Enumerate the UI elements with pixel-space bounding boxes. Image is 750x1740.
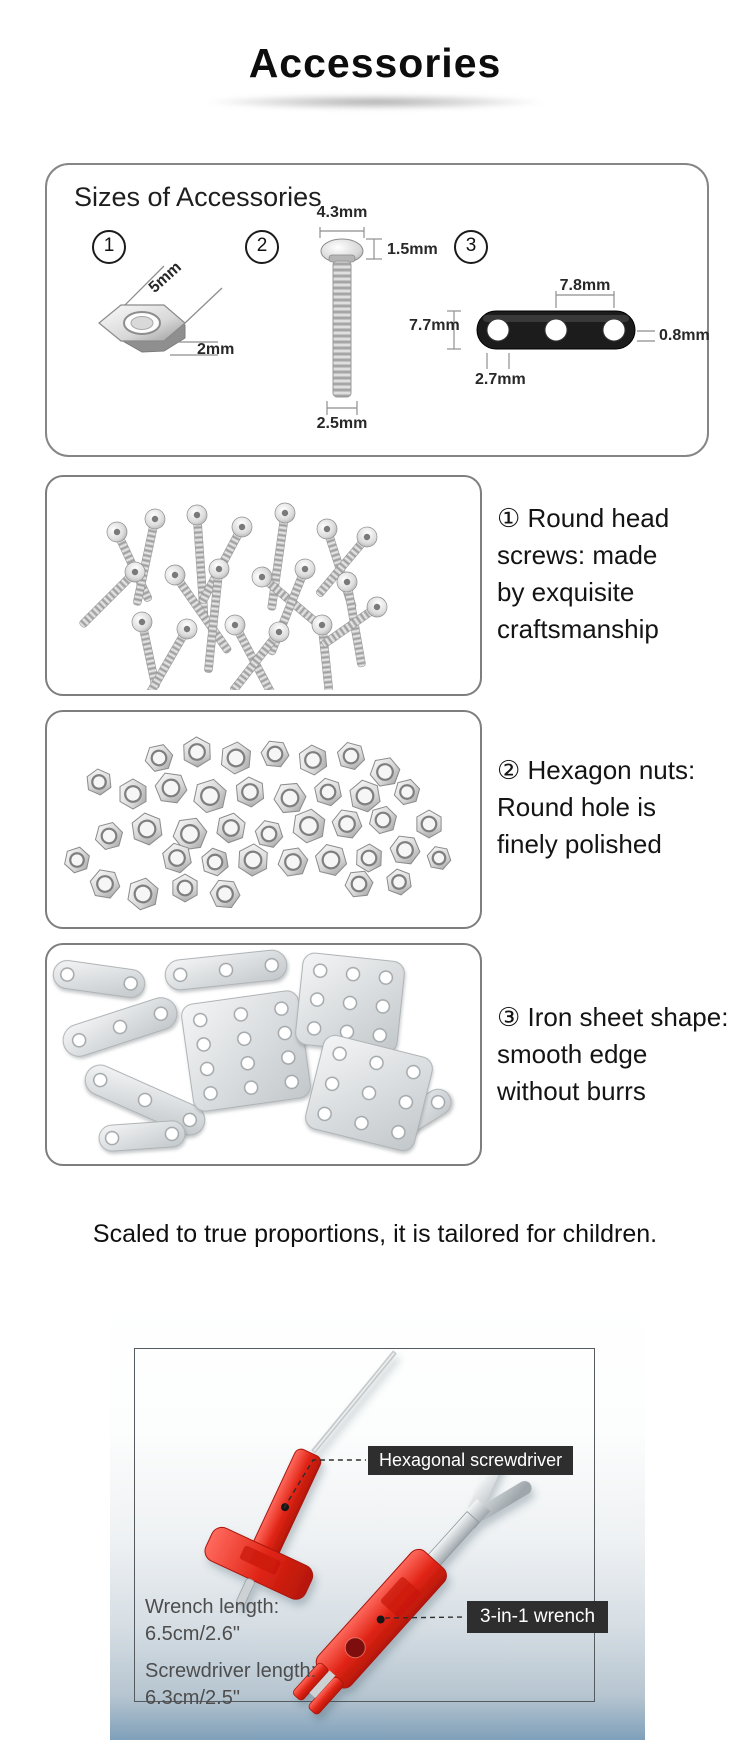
- dim-screw-head-width: 4.3mm: [316, 204, 368, 221]
- sheets-photo-box: [45, 943, 482, 1166]
- note-line: Screwdriver length:: [145, 1660, 317, 1682]
- marker-3: 3: [454, 230, 488, 264]
- caption-line: ② Hexagon nuts:: [497, 755, 696, 785]
- sizes-panel: [45, 163, 709, 457]
- marker-2: 2: [245, 230, 279, 264]
- nuts-photo-box: [45, 710, 482, 929]
- screwdriver-length-note: [145, 1658, 316, 1712]
- note-line: 6.5cm/2.6": [145, 1623, 240, 1645]
- caption-line: by exquisite: [497, 577, 635, 607]
- title-shadow: [205, 94, 545, 110]
- caption-iron-sheet: [497, 999, 728, 1110]
- caption-line: without burrs: [497, 1076, 646, 1106]
- screw-illustration: [296, 225, 388, 435]
- dim-sheet-hole-pitch: 7.8mm: [559, 277, 611, 294]
- caption-line: ③ Iron sheet shape:: [497, 1002, 729, 1032]
- hexagon-nuts-photo: [47, 712, 476, 923]
- hexagonal-screwdriver-drawing: [190, 1352, 395, 1627]
- caption-line: ① Round head: [497, 503, 670, 533]
- tagline: Scaled to true proportions, it is tailored for children.: [92, 1220, 658, 1248]
- three-in-one-wrench-drawing: [288, 1461, 527, 1719]
- caption-line: craftsmanship: [497, 614, 659, 644]
- caption-line: Round hole is: [497, 792, 656, 822]
- three-in-one-wrench-label: 3-in-1 wrench: [467, 1601, 608, 1633]
- sizes-panel-heading: Sizes of Accessories: [74, 182, 322, 212]
- caption-hexagon-nuts: [497, 752, 695, 863]
- note-line: 6.3cm/2.5": [145, 1687, 240, 1709]
- iron-sheets-photo: [47, 945, 476, 1160]
- hexagonal-screwdriver-label: Hexagonal screwdriver: [368, 1446, 573, 1475]
- dim-nut-width: 5mm: [145, 258, 185, 297]
- tools-photo: [110, 1300, 645, 1740]
- screws-photo-box: [45, 475, 482, 696]
- page-title: Accessories: [248, 40, 502, 86]
- caption-round-head-screws: [497, 500, 669, 648]
- dim-nut-height: 2mm: [197, 341, 235, 358]
- dim-sheet-thickness: 0.8mm: [659, 327, 710, 344]
- wrench-length-note: [145, 1594, 279, 1648]
- marker-1: 1: [92, 230, 126, 264]
- caption-line: screws: made: [497, 540, 658, 570]
- dim-screw-shaft-width: 2.5mm: [316, 415, 368, 432]
- dim-sheet-width: 7.7mm: [409, 317, 460, 334]
- dim-sheet-hole-offset: 2.7mm: [475, 371, 526, 388]
- caption-line: smooth edge: [497, 1039, 648, 1069]
- caption-line: finely polished: [497, 829, 662, 859]
- note-line: Wrench length:: [145, 1596, 280, 1618]
- round-head-screws-photo: [47, 477, 476, 690]
- dim-screw-head-height: 1.5mm: [387, 241, 438, 258]
